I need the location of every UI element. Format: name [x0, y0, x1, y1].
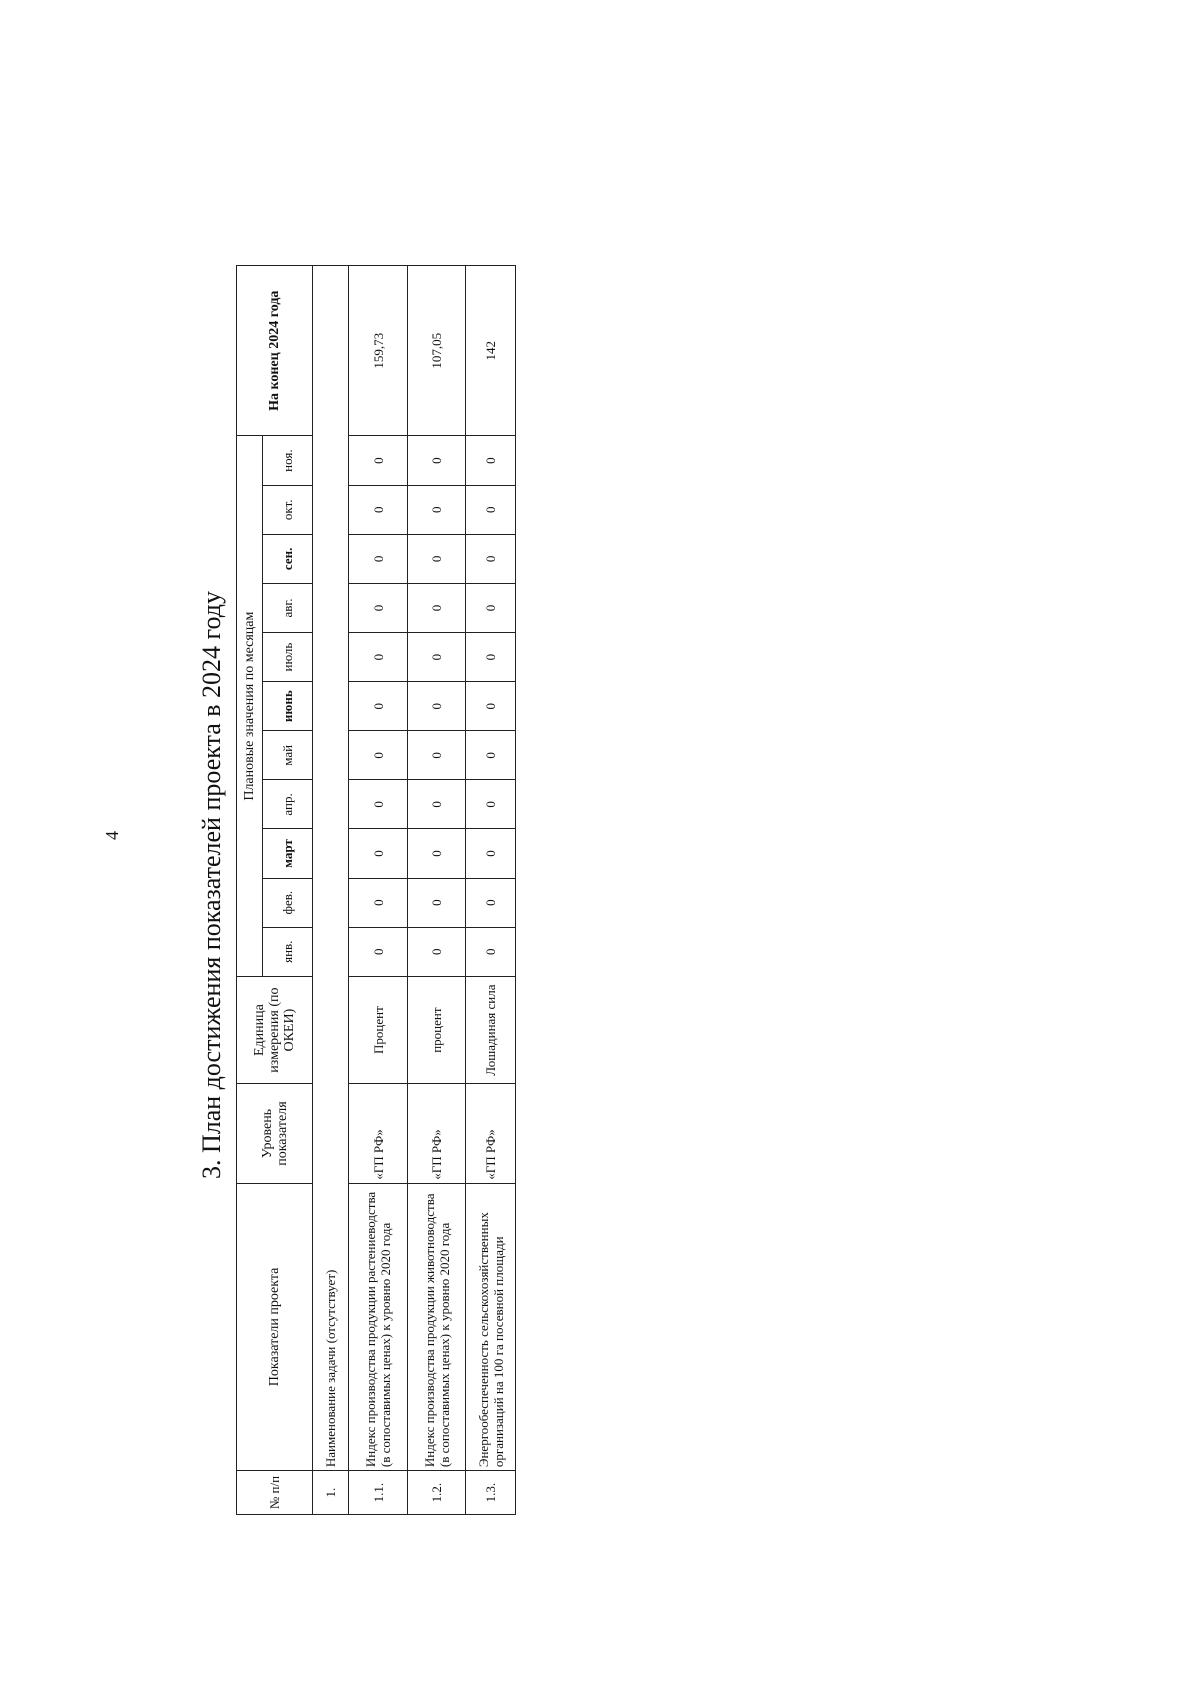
task-num: 1. — [313, 1471, 349, 1515]
row-month-value: 0 — [407, 485, 465, 534]
table-row — [407, 266, 465, 1515]
row-month-value: 0 — [349, 731, 407, 780]
row-month-value: 0 — [466, 927, 516, 976]
row-month-value: 0 — [349, 878, 407, 927]
table-row — [313, 266, 349, 1515]
table-row — [349, 266, 407, 1515]
header-month-sep: сен. — [263, 534, 313, 583]
rotated-page-content — [196, 245, 566, 1545]
row-month-value: 0 — [407, 633, 465, 682]
row-month-value: 0 — [466, 583, 516, 632]
row-month-value: 0 — [466, 780, 516, 829]
row-month-value: 0 — [466, 682, 516, 731]
header-month-nov: ноя. — [263, 436, 313, 485]
row-month-value: 0 — [407, 829, 465, 878]
row-month-value: 0 — [349, 534, 407, 583]
row-end-of-year-value: 159,73 — [349, 266, 407, 437]
row-level: «ГП РФ» — [407, 1084, 465, 1183]
row-month-value: 0 — [407, 682, 465, 731]
header-level: Уровень показателя — [237, 1084, 313, 1183]
row-month-value: 0 — [466, 878, 516, 927]
row-indicator-name: Индекс производства продукции животноводства (в сопоставимых ценах) к уровню 2020 года — [407, 1183, 465, 1470]
row-month-value: 0 — [349, 927, 407, 976]
row-end-of-year-value: 107,05 — [407, 266, 465, 437]
row-indicator-name: Индекс производства продукции растениеводства (в сопоставимых ценах) к уровню 2020 года — [349, 1183, 407, 1470]
header-end-of-year: На конец 2024 года — [237, 266, 313, 437]
indicators-plan-table — [236, 265, 516, 1515]
header-indicators: Показатели проекта — [237, 1183, 313, 1470]
table-row — [466, 266, 516, 1515]
header-month-jun: июнь — [263, 682, 313, 731]
row-num: 1.1. — [349, 1471, 407, 1515]
header-month-oct: окт. — [263, 485, 313, 534]
page-number: 4 — [102, 831, 122, 840]
row-month-value: 0 — [466, 485, 516, 534]
header-month-jul: июль — [263, 633, 313, 682]
row-month-value: 0 — [407, 927, 465, 976]
header-unit: Единица измерения (по ОКЕИ) — [237, 976, 313, 1084]
row-month-value: 0 — [407, 878, 465, 927]
row-month-value: 0 — [407, 731, 465, 780]
row-month-value: 0 — [349, 436, 407, 485]
row-month-value: 0 — [466, 829, 516, 878]
row-month-value: 0 — [349, 485, 407, 534]
row-month-value: 0 — [349, 780, 407, 829]
row-unit: Лошадиная сила — [466, 976, 516, 1084]
row-level: «ГП РФ» — [466, 1084, 516, 1183]
row-num: 1.2. — [407, 1471, 465, 1515]
row-num: 1.3. — [466, 1471, 516, 1515]
row-end-of-year-value: 142 — [466, 266, 516, 437]
row-month-value: 0 — [349, 633, 407, 682]
row-month-value: 0 — [407, 436, 465, 485]
row-month-value: 0 — [466, 633, 516, 682]
row-month-value: 0 — [349, 682, 407, 731]
header-num: № п/п — [237, 1471, 313, 1515]
header-month-jan: янв. — [263, 927, 313, 976]
row-month-value: 0 — [466, 731, 516, 780]
row-month-value: 0 — [349, 583, 407, 632]
row-unit: процент — [407, 976, 465, 1084]
row-month-value: 0 — [466, 534, 516, 583]
section-title: 3. План достижения показателей проекта в 2024 году — [197, 590, 226, 1180]
row-month-value: 0 — [407, 534, 465, 583]
header-month-apr: апр. — [263, 780, 313, 829]
task-name: Наименование задачи (отсутствует) — [313, 266, 349, 1471]
header-monthly-group: Плановые значения по месяцам — [237, 436, 263, 976]
header-month-may: май — [263, 731, 313, 780]
row-indicator-name: Энергообеспеченность сельскохозяйственных организаций на 100 га посевной площади — [466, 1183, 516, 1470]
row-unit: Процент — [349, 976, 407, 1084]
row-month-value: 0 — [349, 829, 407, 878]
row-month-value: 0 — [407, 780, 465, 829]
header-month-aug: авг. — [263, 583, 313, 632]
header-month-mar: март — [263, 829, 313, 878]
row-month-value: 0 — [407, 583, 465, 632]
row-level: «ГП РФ» — [349, 1084, 407, 1183]
header-month-feb: фев. — [263, 878, 313, 927]
row-month-value: 0 — [466, 436, 516, 485]
